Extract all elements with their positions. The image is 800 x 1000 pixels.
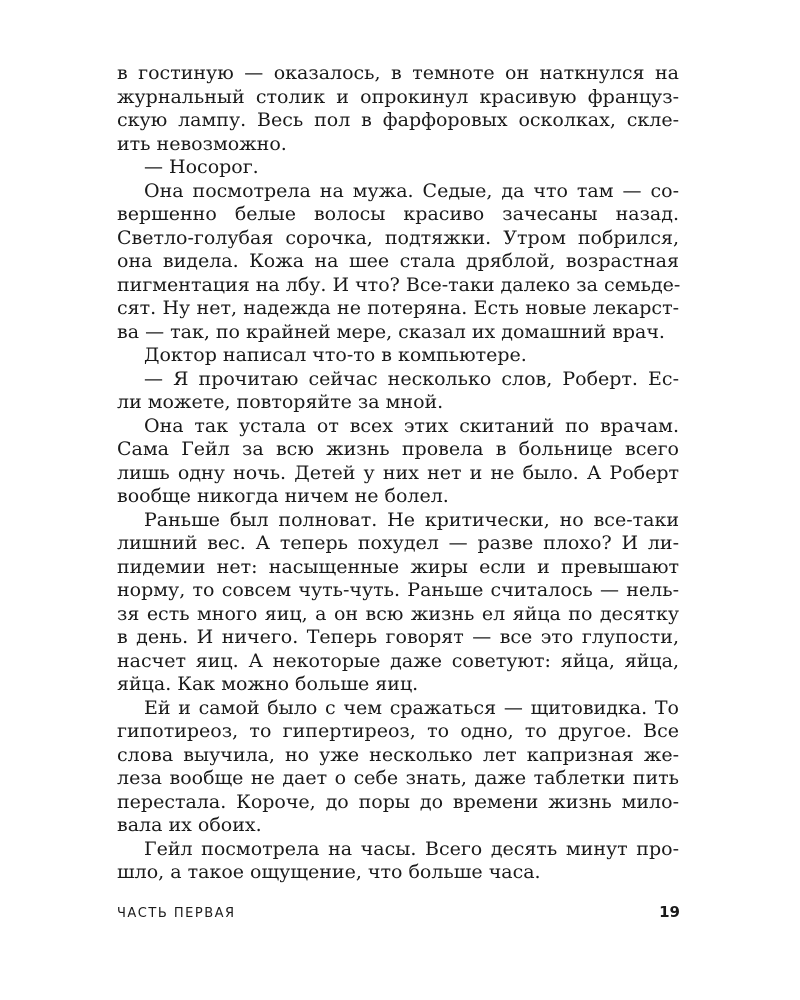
text-line: — Носорог.: [144, 156, 259, 178]
page-number: 19: [659, 903, 680, 921]
text-line: сят. Ну нет, надежда не потеряна. Есть новые лекарст-: [117, 297, 679, 319]
text-line: леза вообще не дает о себе знать, даже таблетки пить: [117, 767, 679, 789]
text-line: лишний вес. А теперь похудел — разве плохо? И ли-: [117, 532, 679, 554]
text-line: вершенно белые волосы красиво зачесаны назад.: [117, 203, 679, 225]
text-line: вообще никогда ничем не болел.: [117, 485, 449, 507]
text-line: Доктор написал что-то в компьютере.: [144, 344, 527, 366]
text-line: ва — так, по крайней мере, сказал их домашний врач.: [117, 320, 665, 343]
text-line: Гейл посмотрела на часы. Всего десять минут про-: [144, 837, 679, 860]
text-line: Она так устала от всех этих скитаний по врачам.: [144, 414, 679, 437]
text-line: слова выучила, но уже несколько лет капризная же-: [117, 743, 679, 766]
body-text: [117, 62, 679, 885]
text-line: шло, а такое ощущение, что больше часа.: [117, 861, 541, 883]
text-line: в день. И ничего. Теперь говорят — все это глупости,: [117, 626, 679, 648]
text-line: ли можете, повторяйте за мной.: [117, 391, 444, 413]
text-line: Светло-голубая сорочка, подтяжки. Утром побрился,: [117, 226, 679, 249]
text-line: ить невозможно.: [117, 132, 287, 155]
text-line: лишь одну ночь. Детей у них нет и не было. А Роберт: [117, 461, 679, 484]
text-line: журнальный столик и опрокинул красивую француз-: [117, 85, 679, 108]
text-line: Она посмотрела на мужа. Седые, да что там — со-: [144, 179, 679, 202]
text-line: скую лампу. Весь пол в фарфоровых осколках, скле-: [117, 109, 679, 131]
text-line: насчет яиц. А некоторые даже советуют: яйца, яйца,: [117, 649, 679, 672]
running-footer: ЧАСТЬ ПЕРВАЯ: [117, 906, 236, 921]
text-line: вала их обоих.: [117, 814, 262, 836]
text-line: пигментация на лбу. И что? Все-таки далеко за семьде-: [117, 273, 681, 296]
text-line: Раньше был полноват. Не критически, но все-таки: [144, 508, 679, 531]
text-line: перестала. Короче, до поры до времени жизнь мило-: [117, 790, 679, 813]
text-line: яйца. Как можно больше яиц.: [117, 673, 419, 695]
text-line: гипотиреоз, то гипертиреоз, то одно, то другое. Все: [117, 720, 679, 742]
text-line: она видела. Кожа на шее стала дряблой, возрастная: [117, 250, 679, 272]
text-line: норму, то совсем чуть-чуть. Раньше считалось — нель-: [117, 579, 679, 601]
text-line: в гостиную — оказалось, в темноте он наткнулся на: [117, 62, 679, 84]
text-line: пидемии нет: насыщенные жиры если и превышают: [117, 555, 679, 578]
text-line: — Я прочитаю сейчас несколько слов, Роберт. Ес-: [144, 367, 679, 390]
text-line: зя есть много яиц, а он всю жизнь ел яйца по десятку: [117, 602, 679, 625]
text-line: Ей и самой было с чем сражаться — щитовидка. То: [144, 696, 679, 719]
text-line: Сама Гейл за всю жизнь провела в больнице всего: [117, 438, 679, 460]
